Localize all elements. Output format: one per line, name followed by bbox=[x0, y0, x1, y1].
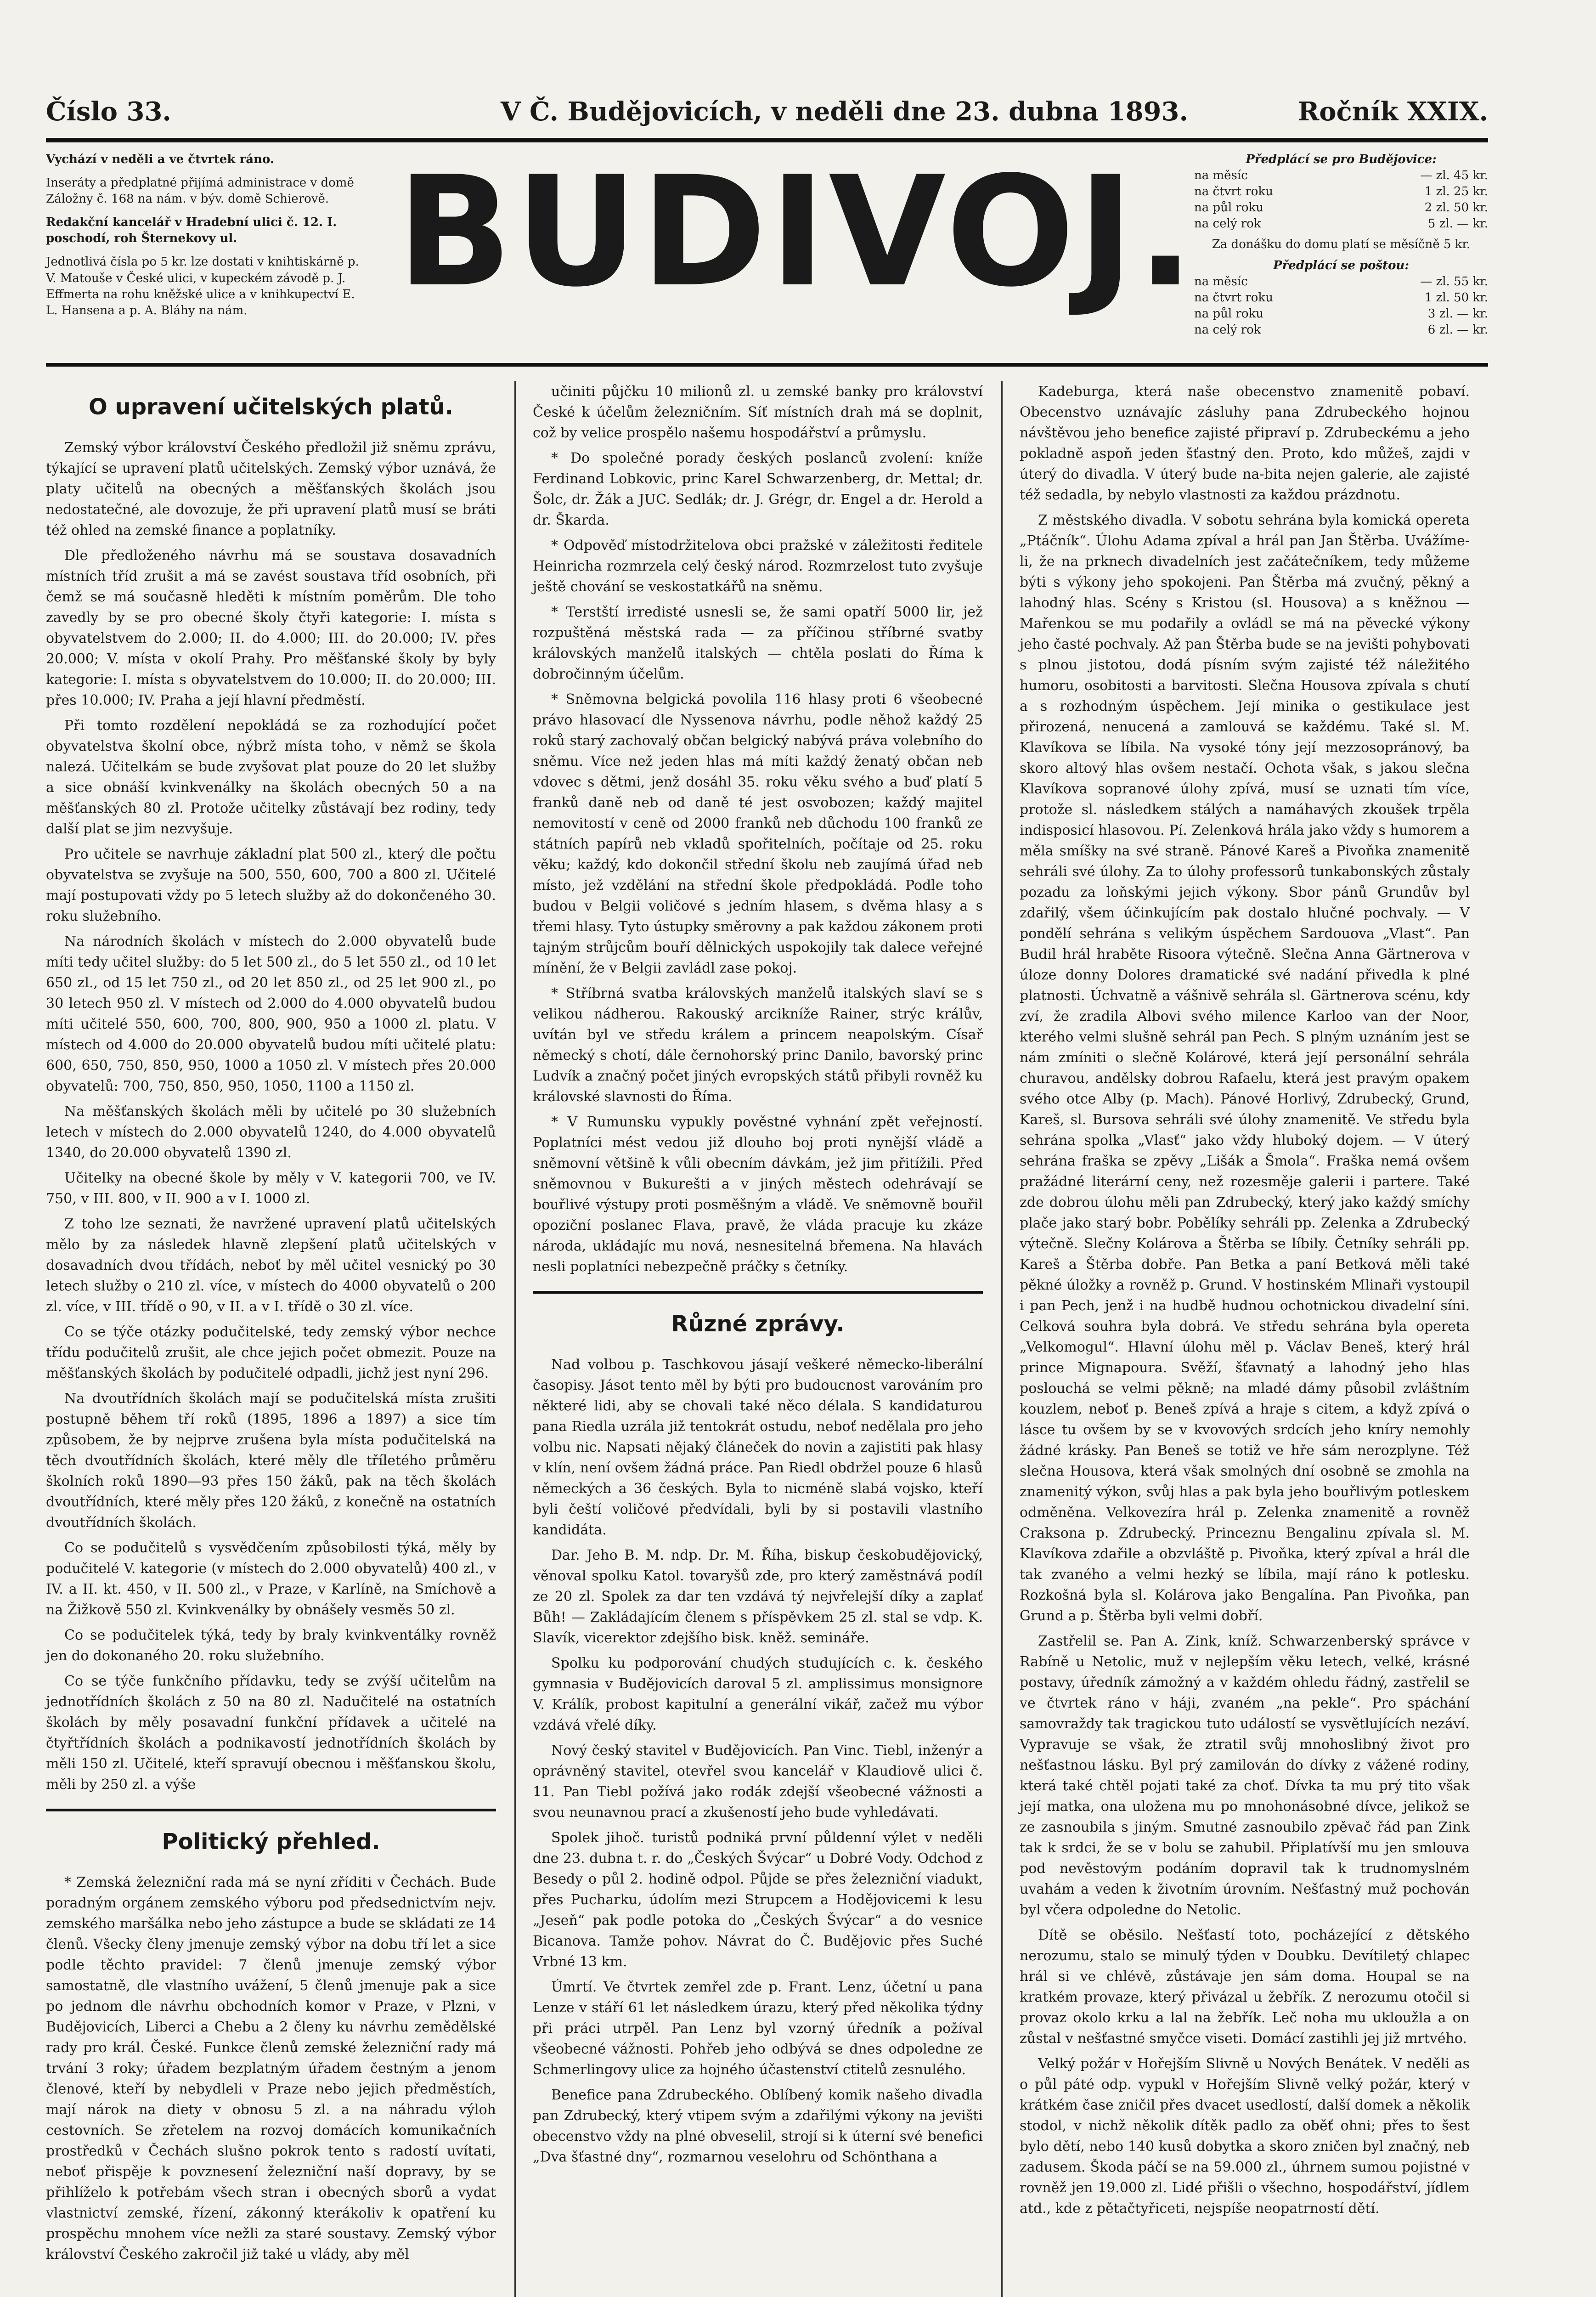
paragraph: * Odpověď místodržitelova obci pražské v záležitosti ředitele Heinricha rozmrzela celý český národ. Rozmrzelost tuto zvyšuje ještě chování se veskostatkářů na sněmu. bbox=[533, 537, 983, 595]
price-row: na celý rok 6 zl. — kr. bbox=[1194, 322, 1488, 337]
column-divider bbox=[514, 381, 516, 2297]
paragraph: Dítě se oběsilo. Nešťastí toto, pocházející z dětského nerozumu, stalo se minulý týden v Doubku. Devítiletý chlapec hrál si ve chlévě, zůstávaje jen sám doma. Houpal se na kratkém provaze, který přivázal u žebřík. Z nerozumu otočil si provaz okolo krku a lal na žebřík. Leč noha mu ukloužla a on zůstal v nešťastné smyčce viseti. Domácí zastihli jej již mrtvého. bbox=[1020, 1927, 1470, 2047]
column-2 bbox=[533, 381, 983, 2172]
news-item: Úmrtí. Ve čtvrtek zemřel zde p. Frant. Lenz, účetní u pana Lenze v stáří 61 let následkem úrazu, který před několika týdny při práci utrpěl. Pan Lenz byl vzorný úředník a požíval všeobecné vážnosti. Pohřeb jeho odbývá se dnes odpoledne ze Schmerlingovy ulice za hojného účastenství ctitelů zesnulého. bbox=[533, 1979, 983, 2078]
column-1 bbox=[46, 381, 496, 2269]
subscription-box bbox=[1194, 152, 1488, 338]
news-item: Spolku ku podporování chudých studujících c. k. českého gymnasia v Budějovicích daroval 5 zl. amplissimus monsignore V. Králík, probost kapitulní a generální vikář, začež mu výbor vzdává vřelé díky. bbox=[533, 1655, 983, 1733]
subscription-heading: Předplácí se pro Budějovice: bbox=[1246, 153, 1437, 166]
paragraph: * Do společné porady českých poslanců zvolení: kníže Ferdinand Lobkovic, princ Karel Schwarzenberg, dr. Mettal; dr. Šolc, dr. Žák a JUC. Sedlák; dr. J. Grégr, dr. Engel a dr. Herold a dr. Škarda. bbox=[533, 450, 983, 528]
issue-number: Číslo 33. bbox=[46, 96, 171, 127]
newspaper-page bbox=[46, 87, 1488, 2297]
paragraph: Kadeburga, která naše obecenstvo znamenitě pobaví. Obecenstvo uznávajíc zásluhy pana Zdrubeckého hojnou návštěvou jeho benefice zajisté připraví p. Zdrubeckému a jeho pokladně aspoň jeden šťastný den. Proto, kdo můžeš, zajdi v úterý do divadla. V úterý bude na-bita nejen galerie, ale zajisté též sedadla, by nebylo vlastnosti za každou prázdnotu. bbox=[1020, 384, 1470, 503]
paragraph: Na dvoutřídních školách mají se podučitelská místa zrušiti postupně během tří roků (1895, 1896 a 1897) a sice tím způsobem, že by nejprve zrušena byla místa podučitelská na těch dvoutřídních školách, které měly dle tříletého průměru školních roků 1890—93 přes 150 žáků, pak na těch školách dvoutřídních, které měly přes 120 žáků, z konečně na ostatních dvoutřídních školách. bbox=[46, 1391, 496, 1531]
news-item: Dar. Jeho B. M. ndp. Dr. M. Říha, biskup českobudějovický, věnoval spolku Katol. tovaryšů zde, pro který zaměstnává podíl ze 20 zl. Spolek za dar ten vzdává tý nejvřelejší díky a zaplať Bůh! — Zakládajícím členem s příspěvkem 25 zl. stal se vdp. K. Slavík, vicerektor zdejšího bisk. kněž. semináře. bbox=[533, 1547, 983, 1646]
price-row: na půl roku 3 zl. — kr. bbox=[1194, 306, 1488, 321]
price-row: na čtvrt roku 1 zl. 50 kr. bbox=[1194, 290, 1488, 305]
paragraph: Co se týče otázky podučitelské, tedy zemský výbor nechce třídu podučitelů zrušit, ale chce jejich počet obmezit. Pouze na měšťanských školách by podučitelé odpadli, jichž jest nyní 296. bbox=[46, 1324, 496, 1381]
paragraph: Pro učitele se navrhuje základní plat 500 zl., který dle počtu obyvatelstva se zvyšuje na 500, 550, 600, 700 a 800 zl. Učitelé mají postupovati vždy po 5 letech služby až do dokončeného 30. roku služebního. bbox=[46, 846, 496, 924]
paragraph: Při tomto rozdělení nepokládá se za rozhodující počet obyvatelstva školní obce, nýbrž místa toho, v němž se škola nalezá. Učitelkám se bude zvyšovat plat pouze do 20 let služby a sice obnáší kvinkvenálky na školách obecných 50 a na měšťanských 80 zl. Protože učitelky zůstávají bez rodiny, tedy další plat se jim nezvyšuje. bbox=[46, 718, 496, 837]
paragraph: Zastřelil se. Pan A. Zink, kníž. Schwarzenberský správce v Rabíně u Netolic, muž v nejlepším věku letech, velké, krásné postavy, úředník zámožný a v každém ohledu řádný, zastřelil se ve čtvrtek ráno v háji, zvaném „na pekle“. Pro spáchání samovraždy tak tragickou tuto událostí se vysvětlujících nezáví. Vypravuje se však, že ztratil svůj mnohoslibný život pro nešťastnou lásku. Byl prý zamilován do dívky z vážené rodiny, která také chtěl pojati také za choť. Dívka ta mu prý tito však její matka, ona uložena mu po mnohonásobné dívce, jelikož se ze zasnoubila s jiným. Smutné zasnoubilo zpěvač řád pan Zink tak k srdci, že se v bolu se zahubil. Připlatívší mu jen smlouva pod nevěstovým podáním dopravil tak k trudnomyslném uvahám a veden k životním úrovním. Nešťastný muž pochován byl včera odpoledne do Netolic. bbox=[1020, 1633, 1470, 1918]
paragraph: Co se týče funkčního přídavku, tedy se zvýší učitelům na jednotřídních školách z 50 na 80 zl. Nadučitelé na ostatních školách by měly posavadní funkční přídavek a učitelé na čtyřtřídních školách a podnikavostí jednotřídních školách by měli 150 zl. Učitelé, kteří spravují obecnou i měšťanskou školu, měli by 250 zl. a výše bbox=[46, 1673, 496, 1793]
paragraph: Co se podučitelů s vysvědčením způsobilosti týká, měly by podučitelé V. kategorie (v místech do 2.000 obyvatelů) 400 zl., v IV. a II. kt. 450, v II. 500 zl., v Praze, v Karlíně, na Smíchově a na Žižkově 550 zl. Kvinkvenálky by obnášely vesměs 50 zl. bbox=[46, 1540, 496, 1618]
sales-info: Jednotlivá čísla po 5 kr. lze dostati v knihtiskárně p. V. Matouše v České ulici, v kupeckém závodě p. J. Effmerta na rohu kněžské ulice a v knihkupectví E. L. Hansena a p. A. Bláhy na nám. bbox=[46, 255, 359, 317]
news-item: Spolek jihoč. turistů podniká první půldenní výlet v neděli dne 23. dubna t. r. do „Českých Švýcar“ u Dobré Vody. Odchod z Besedy o půl 2. hodině odpol. Půjde se přes železniční viadukt, přes Pucharku, údolím mezi Strupcem a Hodějovicemi k lesu „Jeseň“ pak podle potoka do „Českých Švýcar“ a do vesnice Bicanova. Tamže pohov. Návrat do Č. Budějovic přes Suché Vrbné 13 km. bbox=[533, 1830, 983, 1970]
section-rule bbox=[46, 1809, 496, 1811]
paragraph: Zemský výbor království Českého předložil již sněmu zprávu, týkající se upravení platů učitelských. Zemský výbor uznává, že platy učitelů na obecných a měšťanských školách jsou nedostatečné, ale dovozuje, že při upravení platů musí se bráti též ohled na zemské finance a poplatníky. bbox=[46, 440, 496, 538]
section-rule bbox=[533, 1291, 983, 1294]
section-title: Různé zprávy. bbox=[671, 1311, 845, 1337]
masthead-info-left bbox=[46, 152, 367, 326]
column-divider bbox=[1001, 381, 1003, 2297]
paragraph: Dle předloženého návrhu má se soustava dosavadních místních tříd zrušit a má se zavést soustava tříd osobních, při čemž se má současně hleděti k místním poměrům. Dle toho zavedly by se pro obecné školy čtyři kategorie: I. místa s obyvatelstvem do 2.000; II. do 4.000; III. do 20.000; IV. přes 20.000; V. místa v okolí Prahy. Pro měšťanské školy by byly kategorie: I. místa s obyvatelstvem do 10.000; II. do 20.000; III. přes 10.000; IV. Praha a její hlavní předměstí. bbox=[46, 548, 496, 708]
paragraph: Co se podučitelek týká, tedy by braly kvinkventálky rovněž jen do dokonaného 20. roku služebního. bbox=[46, 1627, 496, 1664]
masthead-title: BUDIVOJ. bbox=[396, 144, 1197, 320]
masthead-rule bbox=[46, 363, 1488, 367]
post-heading: Předplácí se poštou: bbox=[1273, 258, 1409, 272]
publish-info: Vychází v neděli a ve čtvrtek ráno. bbox=[46, 153, 274, 166]
paragraph: * Terstští irredisté usnesli se, že sami opatří 5000 lir, jež rozpuštěná městská rada — za příčinou stříbrné svatby královských manželů italských — chtěla poslati do Říma k dobročinným účelům. bbox=[533, 604, 983, 682]
news-item: Nad volbou p. Taschkovou jásají veškeré německo-liberální časopisy. Jásot tento měl by býti pro budoucnost varováním pro některé lidi, aby se chovali také něco délala. S kandidaturou pana Riedla uzrála již tentokrát ostudu, neboť nedělala pro jeho volbu nic. Napsati nějaký článeček do novin a zajistiti pak hlasy v klín, není ovšem žádná práce. Pan Riedl obdržel pouze 6 hlasů německých a 36 českých. Byla to nicméně slabá vojsko, kteří byli čeští voličové předvídali, byli by si postavili vlastního kandidáta. bbox=[533, 1357, 983, 1538]
top-bar bbox=[46, 87, 1488, 142]
paragraph: * Zemská železniční rada má se nyní zříditi v Čechách. Bude poradným orgánem zemského výboru pod předsednictvím nejv. zemského maršálka nebo jeho zástupce a bude se skládati ze 14 členů. Všecky členy jmenuje zemský výbor na dobu tří let a sice podle těchto pravidel: 7 členů jmenuje zemský výbor samostatně, dle vlastního uvážení, 5 členů jmenuje pak a sice po jednom dle návrhu obchodních komor v Praze, v Plzni, v Budějovicích, Liberci a Chebu a 2 členy ku návrhu zemědělské rady pro král. České. Funkce členů zemské železniční rady má trvání 3 roky; úřadem bezplatným úřadem čestným a jenom členové, kteří by nebydleli v Praze nebo jejich předměstích, mají nárok na diety v obnosu 5 zl. a na náhradu výloh cestovních. Se zřetelem na rozvoj domácích komunikačních prostředků v Čechách slušno pokrok tento s radostí uvítati, neboť přispěje k povznesení železniční naší dopravy, by se přihlíželo k potřebám všech stran i obecných sborů a vydat vlastnictví zemské, řízení, zákonný kterákoliv k opatření ku prospěchu mnohem více nežli za staré soustavy. Zemský výbor království Českého zakročil již také u vlády, aby měl bbox=[46, 1874, 496, 2263]
news-item: Nový český stavitel v Budějovicích. Pan Vinc. Tiebl, inženýr a oprávněný stavitel, otevřel svou kancelář v Klaudiově ulici č. 11. Pan Tiebl požívá jako rodák zdejší všeobecné vážnosti a svou neunavnou prací a zkušeností jeho bude vyhledávati. bbox=[533, 1743, 983, 1821]
paragraph: * Stříbrná svatba královských manželů italských slaví se s velikou nádherou. Rakouský arcikníže Rainer, strýc králův, uvítán byl ve středu králem a princem neapolským. Císař německý s chotí, dále černohorský princ Danilo, bavorský princ Ludvík a značný počet jiných evropských států přibyli rovněž ku královské slavnosti do Říma. bbox=[533, 985, 983, 1105]
price-row: na měsíc — zl. 55 kr. bbox=[1194, 274, 1488, 289]
article-title: O upravení učitelských platů. bbox=[89, 394, 453, 420]
price-row: na půl roku 2 zl. 50 kr. bbox=[1194, 201, 1488, 215]
ads-info: Inseráty a předplatné přijímá administrace v domě Záložny č. 168 na nám. v býv. domě Schierově. bbox=[46, 176, 354, 206]
paragraph: Na národních školách v místech do 2.000 obyvatelů bude míti tedy učitel služby: do 5 let 500 zl., do 5 let 550 zl., od 10 let 650 zl., od 15 let 750 zl., od 20 let 850 zl., od 25 let 900 zl., po 30 letech 950 zl. V místech od 2.000 do 4.000 obyvatelů budou míti učitelé 550, 600, 700, 800, 900, 950 a 1000 zl. platu. V místech od 4.000 do 20.000 obyvatelů budou míti učitelé platu: 600, 650, 750, 850, 950, 1000 a 1050 zl. V místech přes 20.000 obyvatelů: 700, 750, 850, 950, 1050, 1100 a 1150 zl. bbox=[46, 934, 496, 1094]
news-item: Benefice pana Zdrubeckého. Oblíbený komik našeho divadla pan Zdrubecký, který vtipem svým a zdařilými výkony na jevišti obecenstvo vždy na plné obveselil, strojí si k úterní své benefici „Dva šťastné dny“, rozmarnou veselohru od Schönthana a bbox=[533, 2087, 983, 2165]
price-row: na čtvrt roku 1 zl. 25 kr. bbox=[1194, 185, 1488, 199]
section-title: Politický přehled. bbox=[162, 1829, 380, 1855]
paragraph: Velký požár v Hořejším Slivně u Nových Benátek. V neděli as o půl páté odp. vypukl v Hořejším Slivně velký požár, který v krátkém čase zničil přes dvacet usedlostí, další domek a několik stodol, v nichž několik dítěk padlo za oběť ohni; přes to šest bylo dětí, nebo 140 kusů dobytka a skoro zničen byl značný, neb zadusem. Škoda páčí se na 59.000 zl., úhrnem sumou pojistné v rovněž jen 19.000 zl. Lidé přišli o všechno, hospodářství, jídlem atd., kde z pětačtyřiceti, nejspíše neopatrností dětí. bbox=[1020, 2056, 1470, 2217]
volume-number: Ročník XXIX. bbox=[1297, 96, 1488, 127]
paragraph: Na měšťanských školách měli by učitelé po 30 služebních letech v místech do 2.000 obyvatelů 1240, do 4.000 obyvatelů 1340, do 20.000 obyvatelů 1390 zl. bbox=[46, 1103, 496, 1161]
price-row: na měsíc — zl. 45 kr. bbox=[1194, 169, 1488, 183]
paragraph: Z toho lze seznati, že navržené upravení platů učitelských mělo by za následek hlavně zlepšení platů učitelských v dosavadních dvou třídách, neboť by měl učitel vesnický po 30 letech služby o 210 zl. více, v místech do 4000 obyvatelů o 200 zl. více, v III. třídě o 90, v II. a v I. třídě o 30 zl. více. bbox=[46, 1216, 496, 1315]
column-3 bbox=[1020, 381, 1470, 2223]
delivery-note: Za donášku do domu platí se měsíčně 5 kr. bbox=[1212, 238, 1471, 252]
paragraph: učiniti půjčku 10 milionů zl. u zemské banky pro království České k účelům železničním. Síť místních drah má se doplnit, což by velice prospělo našemu hospodářství a průmyslu. bbox=[533, 384, 983, 441]
paragraph: * V Rumunsku vypukly pověstné vyhnání zpět veřejností. Poplatníci mést vedou již dlouho boj proti nynější vládě a sněmovní většině k vůli obecním dávkám, jež jim přitížili. Před sněmovnou v Bukurešti a v jiných městech odehrávají se bouřlivé výstupy proti posměšným a vládě. Ve sněmovně bouřil opoziční poslanec Flava, pravě, že vláda pracuje ku zkáze národa, ukládajíc mu nová, nesnesitelná břemena. Na hlavách nesli poplatníci nebezpečně práčky s četníky. bbox=[533, 1114, 983, 1275]
office-info: Redakční kancelář v Hradební ulici č. 12. I. poschodí, roh Šternekovy ul. bbox=[46, 215, 337, 246]
paragraph: * Sněmovna belgická povolila 116 hlasy proti 6 všeobecné právo hlasovací dle Nyssenova návrhu, podle něhož každý 25 roků starý zachovalý občan belgický nabývá práva volebního do sněmu. Více než jeden hlas má míti každý ženatý občan neb vdovec s dětmi, jenž dosáhl 35. roku věku svého a buď platí 5 franků daně neb od daně té jest osvobozen; každý majitel nemovitostí v ceně od 2000 franků neb důchodu 100 franků ze státních papírů neb vkladů spořitelních, počítaje od 25. roku věku; každý, kdo dokončil střední školu neb zaujímá úřad neb místo, jež vzdělání na střední škole předpokládá. Podle toho budou v Belgii voličové s jedním hlasem, s dvěma hlasy a s třemi hlasy. Tyto ústupky směrovny a pak každou zákonem proti tajným strůjcům bouří dělnických uspokojily tak dalece veřejné mínění, že v Belgii zavládl zase pokoj. bbox=[533, 691, 983, 976]
price-row: na celý rok 5 zl. — kr. bbox=[1194, 217, 1488, 231]
issue-date: V Č. Budějovicích, v neděli dne 23. dubna 1893. bbox=[501, 96, 1188, 127]
paragraph: Z městského divadla. V sobotu sehrána byla komická opereta „Ptáčník“. Úlohu Adama zpíval a hrál pan Jan Štěrba. Uvážíme-li, že na prknech divadelních jest začátečníkem, tedy můžeme býti s výkony jeho spokojeni. Pan Štěrba má zvučný, pěkný a lahodný hlas. Scény s Kristou (sl. Housova) a s kněžnou — Mařenkou se mu podařily a ovládl se má na pěvecké výkony jeho časté pochvaly. Až pan Štěrba bude se na jevišti pohybovati s plnou jistotou, dodá písním svým zajisté též náležitého humoru, osobitosti a barvitosti. Slečna Housova zpívala s chutí a s rozhodným úspěchem. Její minika o gestikulace jest přirozená, nenucená a zamlouvá se každému. Také sl. M. Klavíkova se líbila. Na vysoké tóny její mezzosopránový, ba skoro altový hlas ovšem nestačí. Ochota však, s jakou slečna Klavíkova sopranové úlohy zpívá, musí se uznati tím více, protože sl. následkem stálých a namáhavých zkoušek trpěla indisposicí hlasovou. Pí. Zelenková hrála jako vždy s humorem a měla smíšky na své straně. Pánové Kareš a Pivoňka znamenitě sehráli své úlohy. Za to úlohy professorů tunkabonských zůstaly pozadu za loňskými jejich výkony. Sbor pánů Grundův byl zdařilý, všem účinkujícím pak dostalo hlučné pochvaly. — V pondělí sehrána s velikým úspěchem Sardouova „Vlast“. Pan Budil hrál hraběte Risoora výtečně. Slečna Anna Gärtnerova v úloze donny Dolores dramatické své nadání přivedla k plné platnosti. Úchvatně a vášnivě sehrála sl. Gärtnerova scénu, kdy zví, že zradila Albovi svého milence Karloo van der Noor, kterého velmi slušně sehrál pan Pech. S plným uznáním jest se nám zmíniti o slečně Kolárové, která její personální sehrála churavou, andělsky dobrou Rafaelu, která jest pravým opakem svého otce Alby (p. Mach). Pánové Horlivý, Zdrubecký, Grund, Kareš, sl. Bursova sehráli své úlohy znamenitě. Ve středu byla sehrána spolka „Vlasť“ jako vždy hluboký dojem. — V úterý sehrána fraška se zpěvy „Lišák a Šmola“. Fraška nemá ovšem pražádné literární ceny, než rozesměje galerii i partere. Také zde dobrou úlohu měli pan Zdrubecký, který jako každý smíchy plače jako starý bobr. Pobělíky sehráli pp. Zelenka a Zdrubecký výtečně. Slečny Kolárova a Štěrba se líbily. Četníky sehráli pp. Kareš a Štěrba dobře. Pan Betka a paní Betková měli také pěkné úložky a rovněž p. Grund. V hostinském Mlinaři vystoupil i pan Pech, jenž i na hudbě hudnou ochotnickou divadelní síni. Celková souhra byla dobrá. Ve středu sehrána byla opereta „Velkomogul“. Hlavní úlohu měl p. Václav Beneš, který hrál prince Mignapoura. Svěží, šťavnatý a lahodný jeho hlas poslouchá se velmi pěkně; na mladé dámy působil zvláštním kouzlem, neboť p. Beneš zpívá a hraje s citem, a když zpívá o lásce tu ovšem by se v kvovových srdcích jeho kníry nemohly žádné krásky. Pan Beneš se totiž ve hře sám nerozplyne. Též slečna Housova, která však smolných dní osobně se zmohla na znamenitý výkon, svůj hlas a pak byla jeho bouřlivým potleskem odměněna. Velkovezíra hrál p. Zelenka znamenitě a rovněž Craksona p. Zdrubecký. Princeznu Bengalinu zpívala sl. M. Klavíkova zdařile a obzvláště p. Pivoňka, který zpíval a hrál dle tak zvaného a velmi hezký se líbila, mají ráno k potlesku. Rozkošná byla sl. Kolárova jako Bengalína. Pan Pivoňka, pan Grund a p. Štěrba byli velmi dobří. bbox=[1020, 512, 1470, 1624]
paragraph: Učitelky na obecné škole by měly v V. kategorii 700, ve IV. 750, v III. 800, v II. 900 a v I. 1000 zl. bbox=[46, 1170, 496, 1207]
